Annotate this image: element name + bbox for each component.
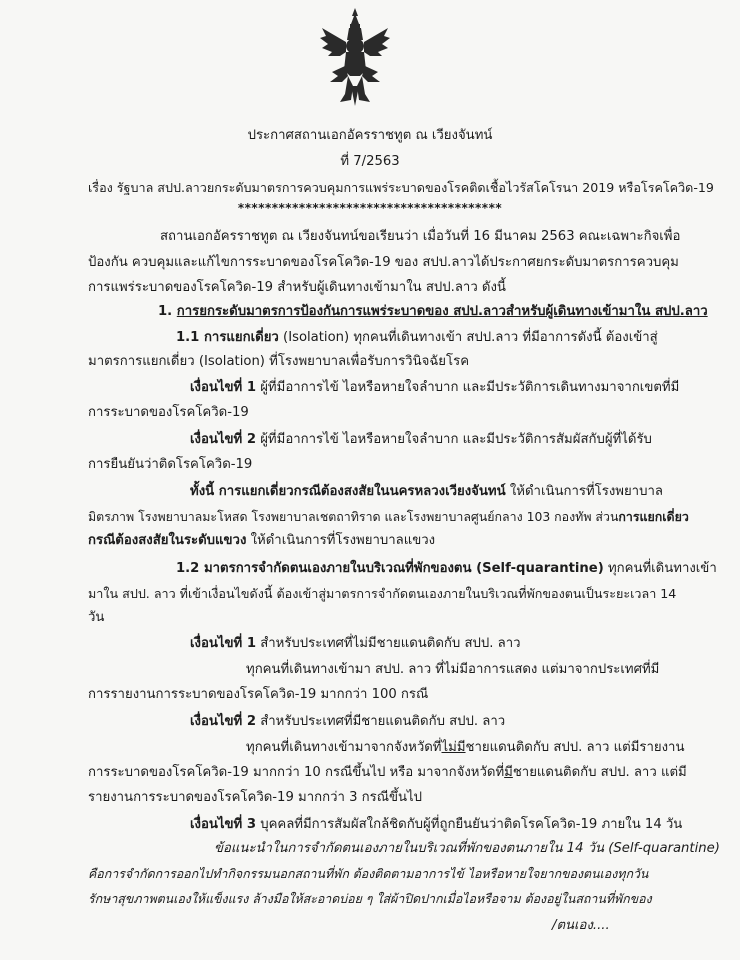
continued-marker: /ตนเอง.... — [552, 918, 610, 933]
s12-condition-2-label: เงื่อนไขที่ 2 — [190, 714, 256, 729]
s11-note-text: ให้ดำเนินการที่โรงพยาบาล — [509, 484, 663, 499]
s11-heading: 1.1 การแยกเดี่ยว — [176, 330, 279, 345]
s12-text-2: มาใน สปป. ลาว ที่เข้าเงื่อนไขดังนี้ ต้องเข้าสู่มาตรการจำกัดตนเองภายในบริเวณที่พักของตนเป็นระยะเวลา 14 — [88, 586, 677, 601]
s12-advice-line-1: ข้อแนะนำในการจำกัดตนเองภายในบริเวณที่พักของตนภายใน 14 วัน (Self-quarantine) — [214, 841, 720, 856]
intro-line-1: สถานเอกอัครราชทูต ณ เวียงจันทน์ขอเรียนว่า เมื่อวันที่ 16 มีนาคม 2563 คณะเฉพาะกิจเพื่อ — [160, 229, 681, 244]
s12-condition-2-line-2a: ทุกคนที่เดินทางเข้ามาจากจังหวัดที่ — [246, 740, 442, 755]
s11-note-line-3 — [88, 532, 435, 550]
s12-advice-line-3: รักษาสุขภาพตนเองให้แข็งแรง ล้างมือให้สะอาดบ่อย ๆ ใส่ผ้าปิดปากเมื่อไอหรือจาม ต้องอยู่ในสถานที่พักของ — [88, 891, 652, 906]
s11-note-line-2b: การแยกเดี่ยว — [618, 509, 689, 524]
s11-note-line-3a: กรณีต้องสงสัยในระดับแขวง — [88, 533, 247, 548]
section-1-heading — [158, 303, 708, 321]
s12-condition-2-line-2u: ไม่มี — [441, 740, 466, 755]
s12-condition-1-line-3: การรายงานการระบาดของโรคโควิด-19 มากกว่า 100 กรณี — [88, 687, 429, 702]
s12-text-1: ทุกคนที่เดินทางเข้า — [607, 561, 717, 576]
s12-condition-1-label: เงื่อนไขที่ 1 — [190, 636, 256, 651]
announcement-title: ประกาศสถานเอกอัครราชทูต ณ เวียงจันทน์ — [247, 128, 493, 143]
s12-condition-2 — [190, 713, 505, 731]
s11-note-line-2a: มิตรภาพ โรงพยาบาลมะโหสด โรงพยาบาลเชตถาทิราด และโรงพยาบาลศูนย์กลาง 103 กองทัพ ส่วน — [88, 509, 619, 524]
s12-condition-3 — [190, 816, 682, 834]
s11-text-1: (Isolation) ทุกคนที่เดินทางเข้า สปป.ลาว ที่มีอาการดังนี้ ต้องเข้าสู่ — [283, 330, 658, 345]
asterisk-divider: *************************************** — [237, 201, 503, 215]
s12-condition-2-line-3a: การระบาดของโรคโควิด-19 มากกว่า 10 กรณีขึ้นไป หรือ มาจากจังหวัดที่ — [88, 765, 505, 780]
s11-note-line-3b: ให้ดำเนินการที่โรงพยาบาลแขวง — [250, 533, 436, 548]
s11-note-line-2 — [88, 508, 689, 526]
announcement-subject: เรื่อง รัฐบาล สปป.ลาวยกระดับมาตรการควบคุมการแพร่ระบาดของโรคติดเชื้อไวรัสโคโรนา 2019 หรือโรคโควิด-19 — [88, 180, 714, 195]
s11-text-2: มาตรการแยกเดี่ยว (Isolation) ที่โรงพยาบาลเพื่อรับการวินิจฉัยโรค — [88, 354, 470, 369]
s11-condition-2-text: ผู้ที่มีอาการไข้ ไอหรือหายใจลำบาก และมีประวัติการสัมผัสกับผู้ที่ได้รับ — [260, 432, 652, 447]
intro-line-2: ป้องกัน ควบคุมและแก้ไขการระบาดของโรคโควิด-19 ของ สปป.ลาวได้ประกาศยกระดับมาตรการควบคุม — [88, 255, 679, 270]
announcement-number: ที่ 7/2563 — [340, 154, 400, 169]
s12-heading: 1.2 มาตรการจำกัดตนเองภายในบริเวณที่พักของตน (Self-quarantine) — [176, 561, 604, 576]
s11-condition-1-text: ผู้ที่มีอาการไข้ ไอหรือหายใจลำบาก และมีประวัติการเดินทางมาจากเขตที่มี — [260, 380, 680, 395]
s11-condition-2 — [190, 431, 652, 449]
s11-condition-1-label: เงื่อนไขที่ 1 — [190, 380, 256, 395]
s12-heading-line — [176, 560, 717, 578]
s12-condition-2-line-2 — [246, 739, 684, 757]
s11-condition-1-cont: การระบาดของโรคโควิด-19 — [88, 405, 249, 420]
s12-condition-3-text: บุคคลที่มีการสัมผัสใกล้ชิดกับผู้ที่ถูกยืนยันว่าติดโรคโควิด-19 ภายใน 14 วัน — [260, 817, 683, 832]
s12-condition-1-text: สำหรับประเทศที่ไม่มีชายแดนติดกับ สปป. ลาว — [260, 636, 521, 651]
s11-heading-line — [176, 329, 658, 347]
s11-condition-2-label: เงื่อนไขที่ 2 — [190, 432, 256, 447]
s11-condition-1 — [190, 379, 679, 397]
s12-advice-line-2: คือการจำกัดการออกไปทำกิจกรรมนอกสถานที่พัก ต้องติดตามอาการไข้ ไอหรือหายใจยากของตนเองทุกวัน — [88, 866, 649, 881]
s12-condition-2-line-3u: มี — [504, 765, 513, 780]
s12-condition-1-line-2: ทุกคนที่เดินทางเข้ามา สปป. ลาว ที่ไม่มีอาการแสดง แต่มาจากประเทศที่มี — [246, 662, 660, 677]
s12-condition-3-label: เงื่อนไขที่ 3 — [190, 817, 256, 832]
intro-line-3: การแพร่ระบาดของโรคโควิด-19 สำหรับผู้เดินทางเข้ามาใน สปป.ลาว ดังนี้ — [88, 280, 506, 295]
s12-condition-1 — [190, 635, 521, 653]
s11-note-line-1 — [190, 483, 663, 501]
s12-condition-2-line-3 — [88, 764, 687, 782]
s11-note-bold: ทั้งนี้ การแยกเดี่ยวกรณีต้องสงสัยในนครหลวงเวียงจันทน์ — [190, 484, 506, 499]
s11-condition-2-cont: การยืนยันว่าติดโรคโควิด-19 — [88, 457, 253, 472]
section-1-title: การยกระดับมาตรการป้องกันการแพร่ระบาดของ สปป.ลาวสำหรับผู้เดินทางเข้ามาใน สปป.ลาว — [176, 304, 708, 319]
s12-condition-2-line-4: รายงานการระบาดของโรคโควิด-19 มากกว่า 3 กรณีขึ้นไป — [88, 790, 423, 805]
section-1-number: 1. — [158, 304, 173, 319]
s12-condition-2-line-3b: ชายแดนติดกับ สปป. ลาว แต่มี — [512, 765, 687, 780]
garuda-emblem-icon — [318, 6, 392, 108]
s12-condition-2-text: สำหรับประเทศที่มีชายแดนติดกับ สปป. ลาว — [260, 714, 506, 729]
s12-condition-2-line-2b: ชายแดนติดกับ สปป. ลาว แต่มีรายงาน — [465, 740, 685, 755]
s12-text-3: วัน — [88, 610, 105, 625]
